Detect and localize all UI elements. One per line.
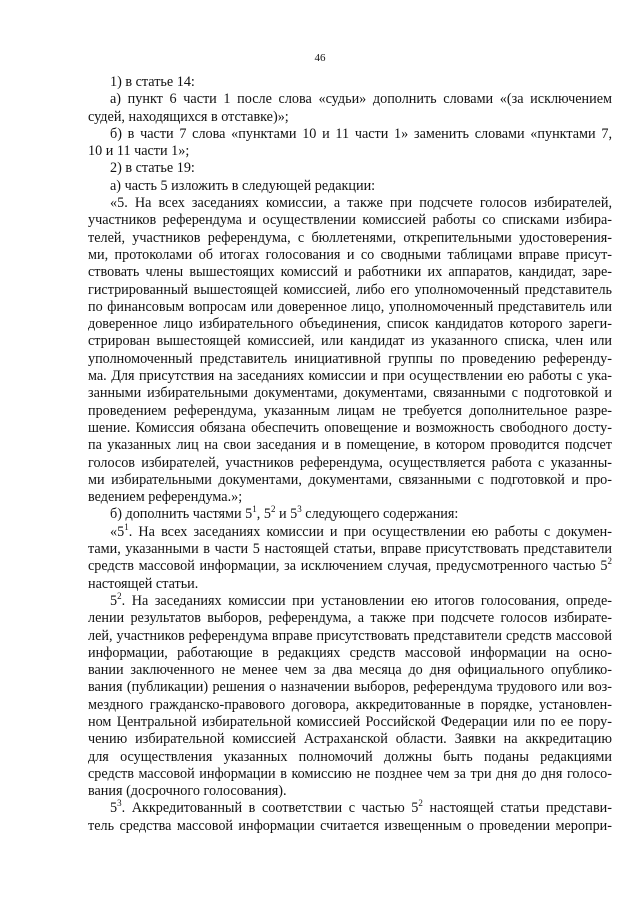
text-line: «$5^1$. На всех заседаниях комиссии и при осуществлении ею работы с докумен- xyxy=(110,521,612,540)
text-line: занными избирательными документами, документами, связанными с подготовкой и xyxy=(88,385,612,402)
text-line: вании заключенного не менее чем за два месяца до дня официального опублико- xyxy=(88,662,612,679)
text-line: для осуществления указанных полномочий должны быть поданы редакциями xyxy=(88,748,612,765)
text-line: ведением референдума.»; xyxy=(88,489,243,506)
text-line: 10 и 11 части 1»; xyxy=(88,143,190,160)
text-line: лении результатов выборов, референдума, а также при подсчете голосов избирате- xyxy=(88,610,612,627)
text-line: настоящей статьи. xyxy=(88,575,199,592)
text-line: 2) в статье 19: xyxy=(110,160,195,177)
text-line: средств массовой информации, за исключением случая, предусмотренного частью $5^2$ xyxy=(88,556,612,575)
text-line: ми, протоколами об итогах голосования и со сводными таблицами вправе присут- xyxy=(88,246,612,263)
text-line: шение. Комиссия обязана обеспечить оповещение и возможность свободного досту- xyxy=(88,419,612,436)
text-line: уполномоченный представитель инициативной группы по проведению референду- xyxy=(88,350,612,367)
text-line: мездного гражданско-правового договора, аккредитованные в порядке, установлен- xyxy=(88,696,612,713)
text-line: голосов избирателей, участников референдума, осуществляется работа с указанны- xyxy=(88,454,612,471)
text-line: $5^3$. Аккредитованный в соответствии с частью $5^2$ настоящей статьи представи- xyxy=(110,798,612,817)
text-line: $5^2$. На заседаниях комиссии при установлении ею итогов голосования, опреде- xyxy=(110,590,612,609)
text-line: вания (досрочного голосования). xyxy=(88,783,287,800)
document-body xyxy=(88,74,612,835)
text-line: информации, работающие в редакциях средств массовой информации на осно- xyxy=(88,644,612,661)
text-line: тами, указанными в части 5 настоящей статьи, вправе присутствовать представители xyxy=(88,541,612,558)
text-line: тель средства массовой информации считается извещенным о проведении меропри- xyxy=(88,817,612,834)
text-line: вания (публикации) решения о назначении выборов, референдума трудового или воз- xyxy=(88,679,612,696)
text-line: судей, находящихся в отставке)»; xyxy=(88,108,289,125)
text-line: ми избирательными документами, документами, связанными с подготовкой и про- xyxy=(88,471,612,488)
text-line: доверенное лицо избирательного объединения, список кандидатов которого зареги- xyxy=(88,316,612,333)
text-line: «5. На всех заседаниях комиссии, а также при подсчете голосов избирателей, xyxy=(110,195,612,212)
text-line: ном Центральной избирательной комиссией Российской Федерации или по ее пору- xyxy=(88,713,612,730)
text-line: б) в части 7 слова «пунктами 10 и 11 части 1» заменить словами «пунктами 7, xyxy=(110,125,612,142)
text-line: средств массовой информации в комиссию не позднее чем за три дня до дня голосо- xyxy=(88,765,612,782)
text-line: а) пункт 6 части 1 после слова «судьи» дополнить словами «(за исключением xyxy=(110,91,612,108)
text-line: лей, участников референдума вправе присутствовать представители средств массовой xyxy=(88,627,612,644)
page-number: 46 xyxy=(314,52,326,64)
text-line: по финансовым вопросам или доверенное лицо, уполномоченный представитель или xyxy=(88,298,612,315)
text-line: телей, участников референдума, с бюллетенями, открепительными удостоверения- xyxy=(88,229,612,246)
text-line: а) часть 5 изложить в следующей редакции: xyxy=(110,177,376,194)
text-line: б) дополнить частями $5^1$, $5^2$ и $5^3$ следующего содержания: xyxy=(110,504,459,523)
text-line: 1) в статье 14: xyxy=(110,74,195,90)
text-line: стрирован вышестоящей комиссией, или кандидат из указанного списка, член или xyxy=(88,333,612,350)
text-line: ствовать члены вышестоящих комиссий и работники их аппаратов, кандидат, заре- xyxy=(88,264,612,281)
text-line: участников референдума и осуществлении комиссией работы со списками избира- xyxy=(88,212,612,229)
text-line: гистрированный вышестоящей комиссией, либо его уполномоченный представитель xyxy=(88,281,612,298)
text-line: чению избирательной комиссией Астраханской области. Заявки на аккредитацию xyxy=(88,731,612,748)
text-line: проведением референдума, указанным лицам не требуется дополнительное разре- xyxy=(88,402,612,419)
text-line: ма. Для присутствия на заседаниях комиссии и при осуществлении ею работы с ука- xyxy=(88,368,612,385)
text-line: па указанных лиц на свои заседания и в помещение, в котором проводится подсчет xyxy=(88,437,612,454)
